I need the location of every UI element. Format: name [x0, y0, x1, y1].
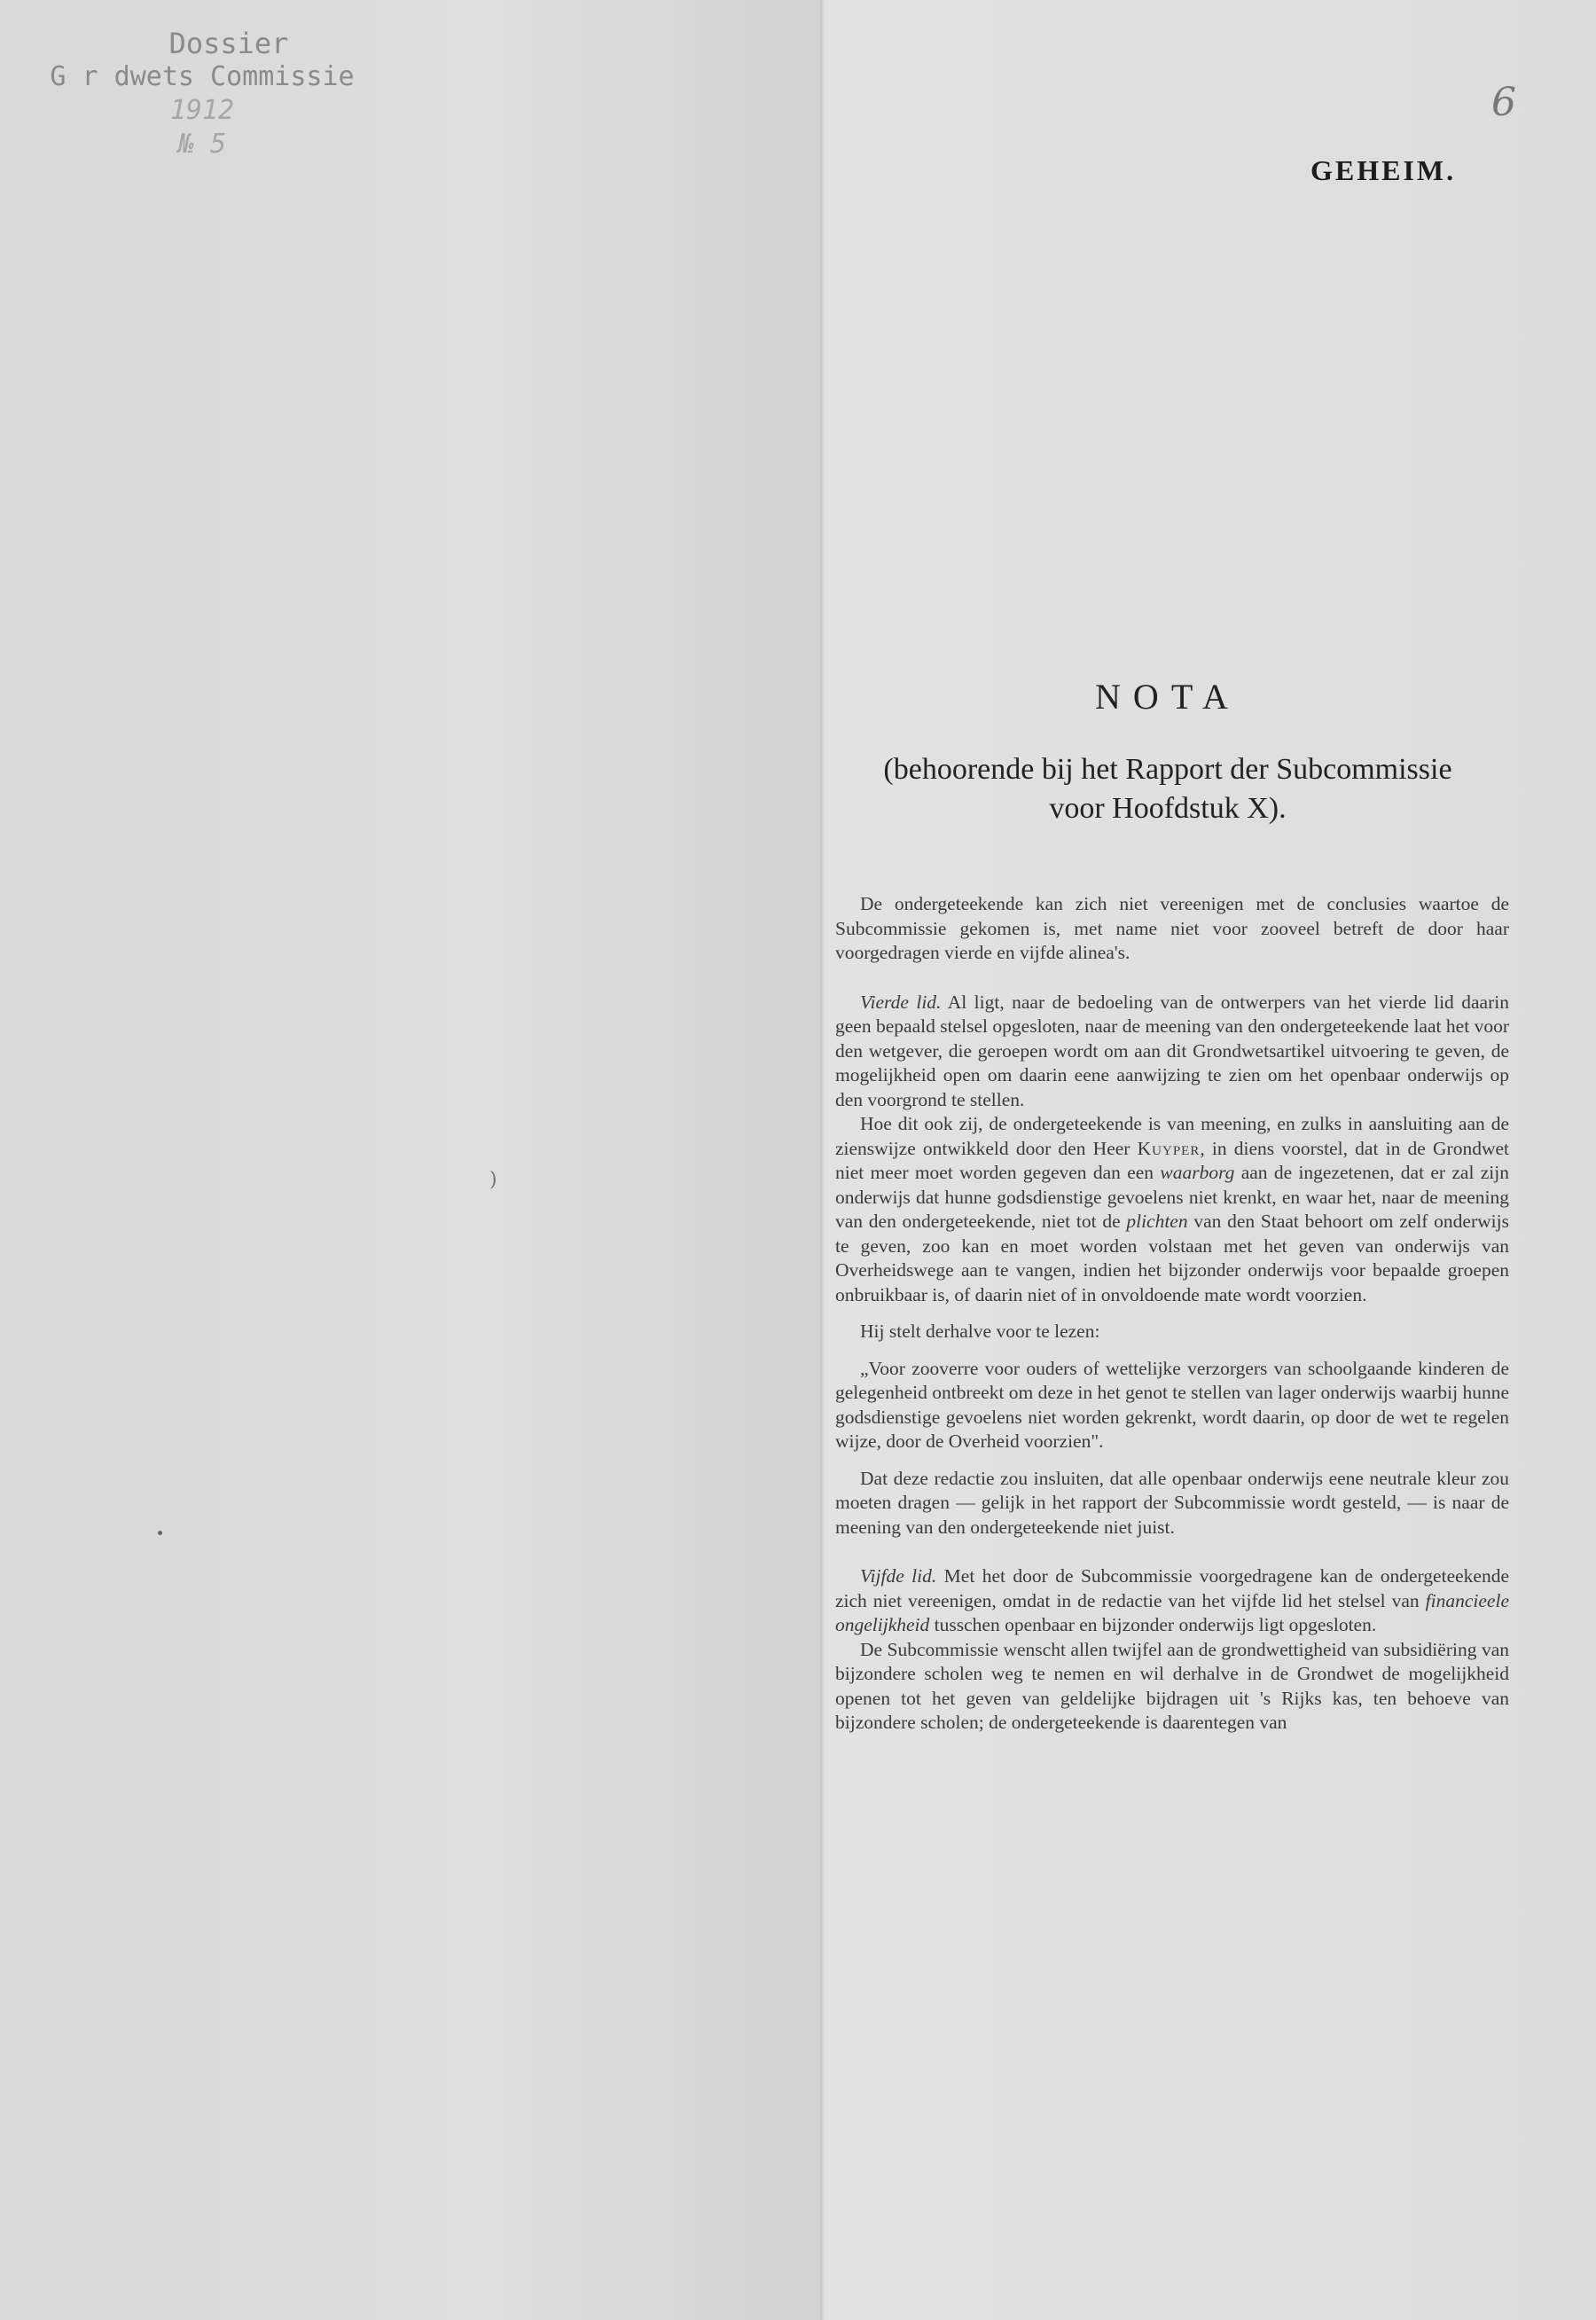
subtitle-line-2: voor Hoofdstuk X).: [1049, 792, 1287, 825]
name-kuyper: Kuyper: [1137, 1137, 1201, 1159]
paragraph-opinion-part-d: van den Staat behoort om zelf onderwijs te geven, zoo kan en moet worden volstaan met het geven van onderwijs van Overheidswege aan te vangen, indien het bijzonder onderwijs voor bepaalde groepen onbruikbaar is, of daarin niet of in onvoldoende mate wordt voorzien.: [835, 1211, 1509, 1305]
emphasis-plichten: plichten: [1126, 1211, 1188, 1232]
emphasis-financieele-ongelijkheid: financieele ongelijkheid: [835, 1589, 1509, 1635]
emphasis-waarborg: waarborg: [1160, 1162, 1235, 1183]
stamp-commission: G r dwets Commissie: [50, 61, 355, 92]
section-label-vijfde-lid: Vijfde lid.: [860, 1565, 937, 1587]
paragraph-vijfde-lid: [835, 1564, 1509, 1638]
section-label-vierde-lid: Vierde lid.: [860, 991, 942, 1013]
paragraph-vierde-lid: [835, 991, 1509, 1113]
paragraph-opinion-part-a: Hoe dit ook zij, de ondergeteekende is van meening, en zulks in aansluiting aan de zienswijze ontwikkeld door den Heer: [835, 1113, 1509, 1159]
document-title: NOTA: [1095, 677, 1240, 717]
paper-speck: [158, 1531, 162, 1535]
paragraph-vierde-lid-text: Al ligt, naar de bedoeling van de ontwerpers van het vierde lid daarin geen bepaald stelsel opgesloten, naar de meening van den ondergeteekende laat het voor den wetgever, die geroepen wordt om aan dit Grondwetsartikel uitvoering te geven, de mogelijkheid open om daarin eene aanwijzing te zien om het openbaar onderwijs op den voorgrond te stellen.: [835, 991, 1509, 1110]
paragraph-proposal-intro: Hij stelt derhalve voor te lezen:: [860, 1321, 1100, 1342]
margin-mark: ): [489, 1169, 497, 1191]
paragraph-vijfde-lid-part-b: tusschen openbaar en bijzonder onderwijs ligt opgesloten.: [934, 1614, 1377, 1635]
pencil-page-number: 6: [1491, 80, 1516, 125]
paragraph-subsidie: De Subcommissie wenscht allen twijfel aan de grondwettigheid van subsidiëring van bijzondere scholen weg te nemen en wil derhalve in de Grondwet de mogelijkheid openen tot het geven van geldelijke bijdragen uit 's Rijks kas, ten behoeve van bijzondere scholen; de ondergeteekende is daarentegen van: [835, 1638, 1509, 1733]
stamp-dossier: Dossier: [168, 27, 289, 60]
paragraph-opinion: [835, 1112, 1509, 1307]
stamp-number: № 5: [177, 129, 227, 160]
paragraph-opinion-part-c: aan de ingezetenen, dat er zal zijn onderwijs dat hunne godsdienstige gevoelens niet krenkt, en waar het, naar de meening van den ondergeteekende, niet tot de: [835, 1162, 1509, 1232]
subtitle-line-1: (behoorende bij het Rapport der Subcommissie: [883, 753, 1452, 786]
archive-stamp: [16, 27, 388, 161]
paragraph-neutral-redaction: Dat deze redactie zou insluiten, dat alle openbaar onderwijs eene neutrale kleur zou moeten dragen — gelijk in het rapport der Subcommissie wordt gesteld, — is naar de meening van den ondergeteekende niet juist.: [835, 1467, 1509, 1538]
paragraph-vijfde-lid-part-a: Met het door de Subcommissie voorgedragene kan de ondergeteekende zich niet vereenigen, omdat in de redactie van het vijfde lid het stelsel van: [835, 1565, 1509, 1611]
paragraph-opinion-part-b: , in diens voorstel, dat in de Grondwet niet meer moet worden gegeven dan een: [835, 1137, 1509, 1183]
paragraph-intro: De ondergeteekende kan zich niet vereenigen met de conclusies waartoe de Subcommissie gekomen is, met name niet voor zooveel betreft de door haar voorgedragen vierde en vijfde alinea's.: [835, 893, 1509, 963]
document-body: [835, 892, 1509, 1736]
classification-label: GEHEIM.: [1310, 154, 1457, 186]
proposed-text-quote: „Voor zooverre voor ouders of wettelijke verzorgers van schoolgaande kinderen de gelegenheid ontbreekt om deze in het genot te stellen van lager onderwijs waarbij hunne godsdienstige gevoelens niet worden gekrenkt, wordt daarin, op door de wet te regelen wijze, door de Overheid voorzien".: [835, 1357, 1509, 1452]
stamp-year: 1912: [169, 95, 235, 126]
document-subtitle: [833, 750, 1502, 828]
